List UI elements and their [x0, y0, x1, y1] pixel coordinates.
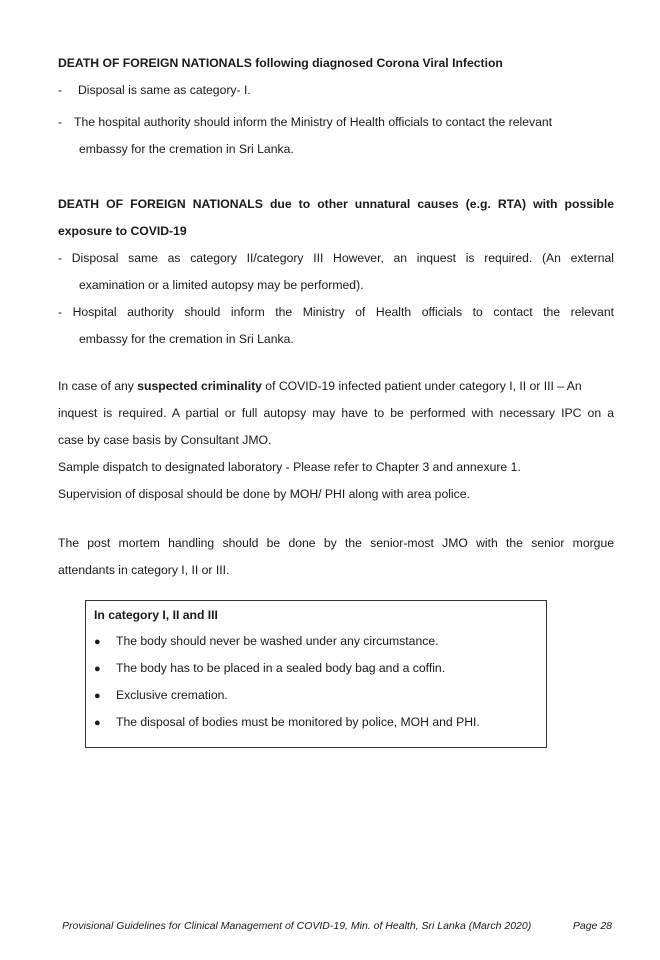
list-item: [94, 685, 228, 706]
list-item: [58, 109, 614, 136]
paragraph-line: attendants in category I, II or III.: [58, 563, 230, 577]
list-item-text: The body should never be washed under any circumstance.: [116, 634, 439, 648]
section-foreign-unnatural: [58, 191, 614, 353]
bullet-icon: ●: [94, 636, 101, 648]
box-title: In category I, II and III: [94, 608, 218, 622]
list-item-text: The hospital authority should inform the Ministry of Health officials to contact the relevant: [74, 115, 553, 129]
paragraph-line: inquest is required. A partial or full autopsy may have to be performed with necessary IPC on a: [58, 406, 614, 420]
section-heading: DEATH OF FOREIGN NATIONALS following diagnosed Corona Viral Infection: [58, 56, 503, 70]
footer-text: Provisional Guidelines for Clinical Management of COVID-19, Min. of Health, Sri Lanka (March 2020): [62, 920, 532, 932]
section-foreign-covid: [58, 50, 614, 163]
list-item: [94, 631, 438, 652]
section-criminality: [58, 373, 614, 508]
text-run: In case of any: [58, 379, 138, 393]
section-heading: DEATH OF FOREIGN NATIONALS due to other unnatural causes (e.g. RTA) with possible: [58, 197, 614, 211]
paragraph-line: Sample dispatch to designated laboratory - Please refer to Chapter 3 and annexure 1.: [58, 460, 521, 474]
list-item-text: Disposal is same as category- I.: [78, 83, 251, 97]
list-item-text: - Disposal same as category II/category III However, an inquest is required. (An external: [58, 251, 614, 265]
bullet-icon: ●: [94, 690, 101, 702]
list-item: [94, 712, 480, 733]
list-item-text: - Hospital authority should inform the Ministry of Health officials to contact the relevant: [58, 305, 614, 319]
paragraph-line: Supervision of disposal should be done by MOH/ PHI along with area police.: [58, 487, 470, 501]
paragraph-line: [58, 373, 614, 400]
page-number: Page 28: [572, 920, 612, 932]
bullet-icon: ●: [94, 717, 101, 729]
dash-marker: -: [58, 83, 63, 97]
list-item-text: The disposal of bodies must be monitored by police, MOH and PHI.: [116, 715, 480, 729]
paragraph-line: case by case basis by Consultant JMO.: [58, 433, 272, 447]
list-item-text: The body has to be placed in a sealed body bag and a coffin.: [116, 661, 446, 675]
list-item-continuation: embassy for the cremation in Sri Lanka.: [79, 332, 294, 346]
section-heading-continuation: exposure to COVID-19: [58, 224, 187, 238]
text-run: of COVID-19 infected patient under category I, II or III – An: [261, 379, 582, 393]
list-item-continuation: embassy for the cremation in Sri Lanka.: [79, 142, 294, 156]
list-item-text: Exclusive cremation.: [116, 688, 228, 702]
list-item: [94, 658, 445, 679]
category-rules-box: [85, 600, 547, 748]
section-post-mortem: [58, 530, 614, 584]
list-item: [58, 77, 614, 104]
emphasis-text: suspected criminality: [137, 379, 262, 393]
dash-marker: -: [58, 115, 63, 129]
list-item-continuation: examination or a limited autopsy may be performed).: [79, 278, 364, 292]
paragraph-line: The post mortem handling should be done by the senior-most JMO with the senior morgue: [58, 536, 614, 550]
bullet-icon: ●: [94, 663, 101, 675]
page-footer: [62, 916, 612, 936]
